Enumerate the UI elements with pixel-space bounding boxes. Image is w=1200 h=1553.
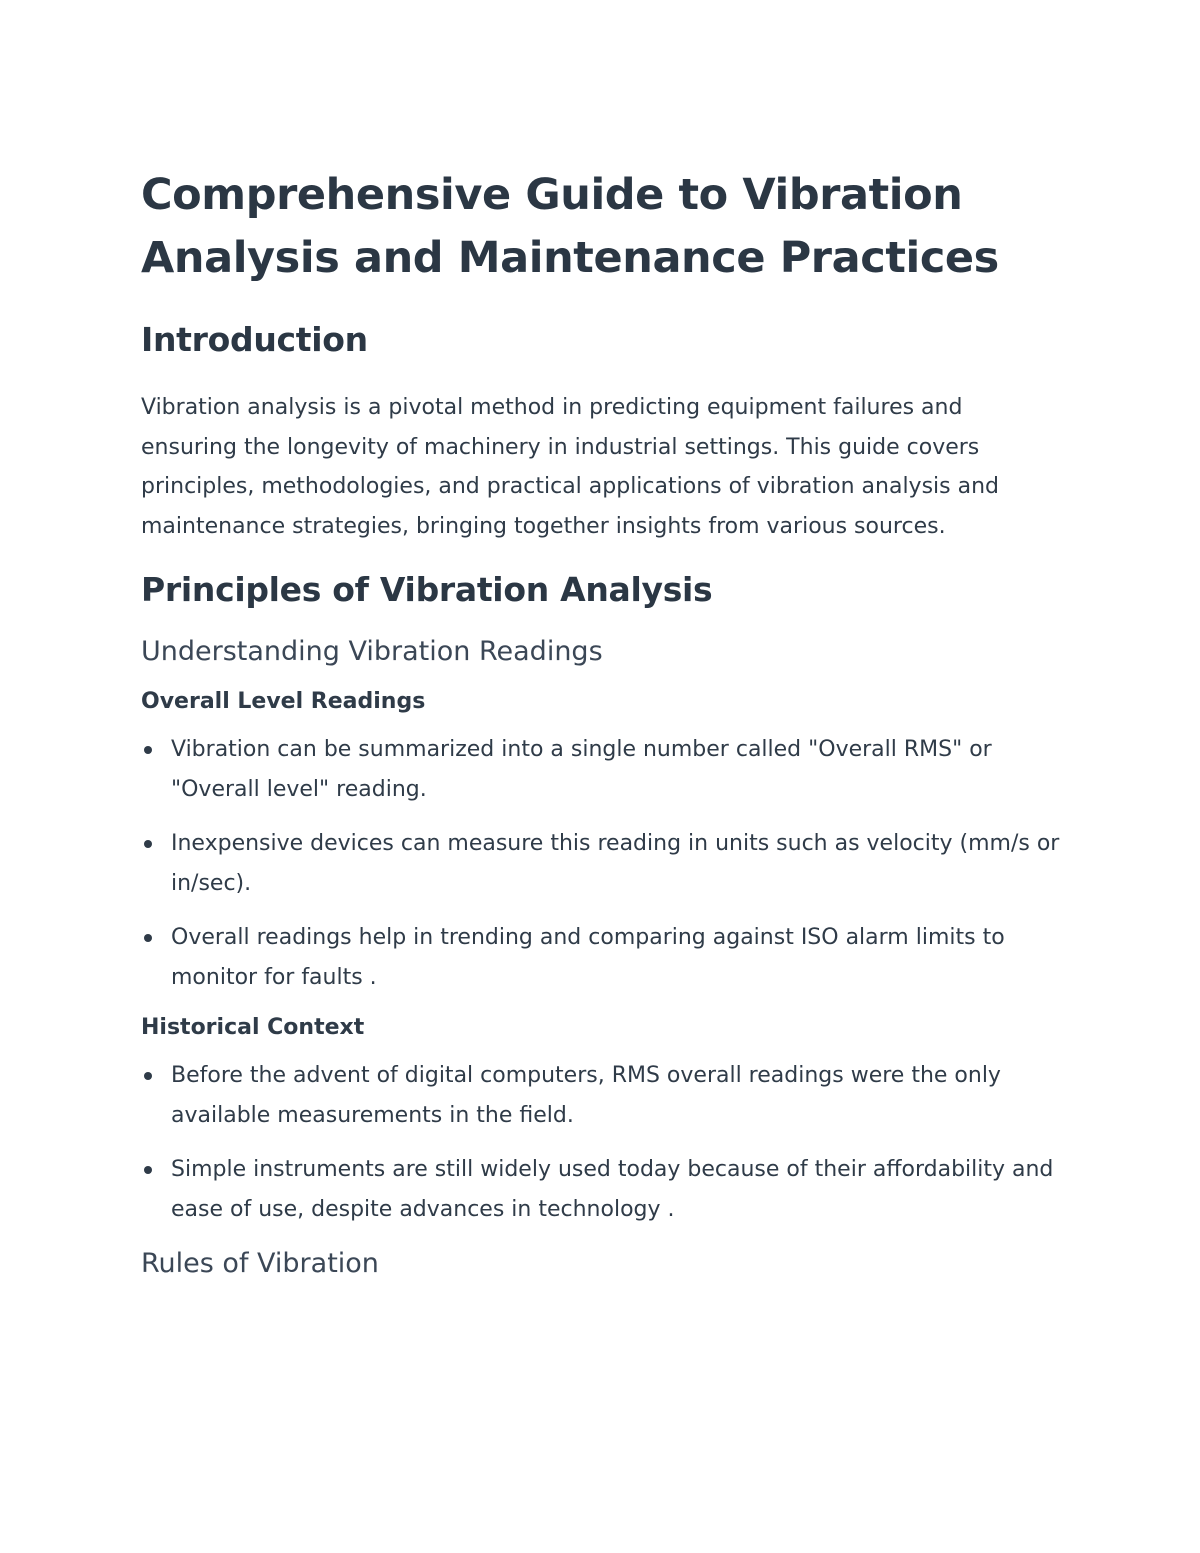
- document-page: [141, 164, 1061, 1284]
- bullet-icon: [144, 746, 152, 754]
- list-item: [141, 918, 1061, 998]
- introduction-heading: Introduction: [141, 320, 368, 359]
- principles-heading: Principles of Vibration Analysis: [141, 570, 713, 609]
- bullet-icon: [144, 1166, 152, 1174]
- rules-of-vibration-heading: Rules of Vibration: [141, 1248, 379, 1279]
- list-item-text: Simple instruments are still widely used today because of their affordability and ease of use, despite advances in technology .: [171, 1157, 1054, 1222]
- historical-context-list: [141, 1056, 1061, 1230]
- bullet-icon: [144, 840, 152, 848]
- introduction-paragraph: Vibration analysis is a pivotal method in predicting equipment failures and ensuring the longevity of machinery in industrial settings. This guide covers principles, methodologies, and practical applications of vibration analysis and maintenance strategies, bringing together insights from various sources.: [141, 395, 999, 539]
- list-item-text: Before the advent of digital computers, RMS overall readings were the only available measurements in the field.: [171, 1063, 1001, 1128]
- list-item-text: Overall readings help in trending and comparing against ISO alarm limits to monitor for faults .: [171, 925, 1005, 990]
- historical-context-heading: Historical Context: [141, 1015, 365, 1040]
- list-item: [141, 1056, 1061, 1136]
- list-item-text: Inexpensive devices can measure this reading in units such as velocity (mm/s or in/sec).: [171, 831, 1060, 896]
- overall-level-readings-heading: Overall Level Readings: [141, 689, 426, 714]
- overall-level-list: [141, 730, 1061, 998]
- list-item: [141, 1150, 1061, 1230]
- list-item: [141, 824, 1061, 904]
- bullet-icon: [144, 1072, 152, 1080]
- understanding-readings-heading: Understanding Vibration Readings: [141, 636, 603, 667]
- list-item-text: Vibration can be summarized into a single number called "Overall RMS" or "Overall level" reading.: [171, 737, 992, 802]
- document-title: Comprehensive Guide to Vibration Analysis and Maintenance Practices: [141, 170, 999, 283]
- bullet-icon: [144, 934, 152, 942]
- list-item: [141, 730, 1061, 810]
